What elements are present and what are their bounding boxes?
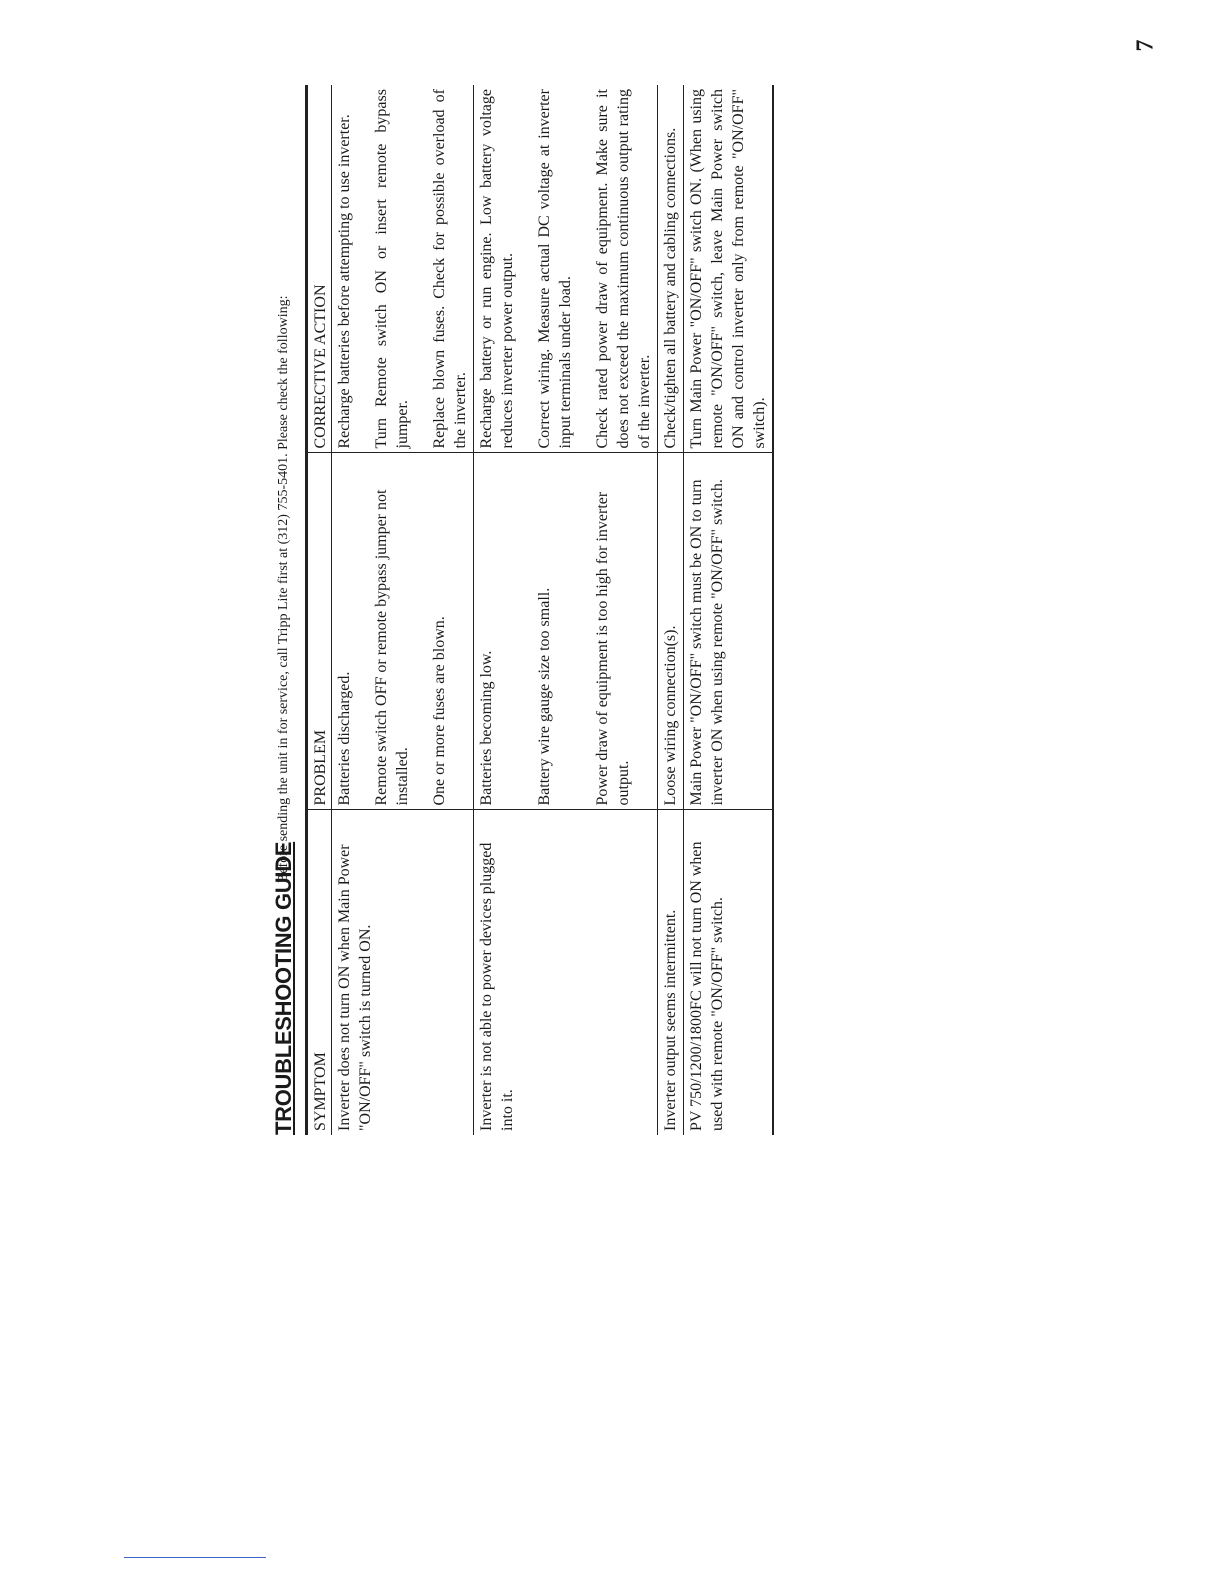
action-header: CORRECTIVE ACTION — [307, 85, 332, 453]
troubleshooting-guide — [265, 75, 969, 1135]
problem-text: One or more fuses are blown. — [431, 616, 448, 806]
table-row — [684, 85, 774, 1135]
page-number: 7 — [1132, 39, 1159, 52]
intro-text: Before sending the unit in for service, call Tripp Lite first at (312) 755-5401. Please check the following: — [276, 295, 291, 883]
table-row — [332, 85, 474, 1135]
symptom-cell: Inverter does not turn ON when Main Power "ON/OFF" switch is turned ON. — [336, 844, 374, 1131]
footer-rule — [124, 1557, 266, 1558]
action-text: Check rated power draw of equipment. Make sure it does not exceed the maximum continuous output rating of the inverter. — [594, 89, 653, 449]
problem-text: Power draw of equipment is too high for inverter output. — [594, 491, 632, 806]
problem-text: Batteries discharged. — [336, 671, 353, 806]
symptom-header: SYMPTOM — [307, 810, 332, 1135]
symptom-cell: Inverter is not able to power devices plugged into it. — [474, 810, 658, 1135]
symptom-cell: PV 750/1200/1800FC will not turn ON when used with remote "ON/OFF" switch. — [684, 810, 774, 1135]
action-text: Correct wiring. Measure actual DC voltage at inverter input terminals under load. — [536, 89, 574, 449]
problem-cell — [332, 453, 474, 810]
action-cell — [684, 85, 774, 453]
action-text: Recharge batteries before attempting to use inverter. — [336, 114, 353, 449]
action-text: Recharge battery or run engine. Low battery voltage reduces inverter power output. — [478, 89, 516, 449]
table-row — [474, 85, 658, 1135]
action-text: Turn Main Power "ON/OFF" switch ON. (When using remote "ON/OFF" switch, leave Main Power switch ON and control inverter only from remote "ON/OFF" switch). — [688, 89, 768, 449]
table-row — [658, 85, 684, 1135]
action-cell — [658, 85, 684, 453]
action-cell — [474, 85, 658, 453]
action-text: Check/tighten all battery and cabling connections. — [662, 127, 679, 449]
problem-text: Batteries becoming low. — [478, 650, 495, 806]
problem-text: Main Power "ON/OFF" switch must be ON to turn inverter ON when using remote "ON/OFF" switch. — [688, 479, 726, 806]
symptom-cell: Inverter output seems intermittent. — [658, 810, 684, 1135]
problem-text: Remote switch OFF or remote bypass jumper not installed. — [373, 489, 411, 806]
problem-header: PROBLEM — [307, 453, 332, 810]
table-body — [332, 85, 774, 1135]
table-header-row — [307, 85, 332, 1135]
problem-text: Battery wire gauge size too small. — [536, 587, 553, 806]
problem-cell — [684, 453, 774, 810]
problem-text: Loose wiring connection(s). — [662, 625, 679, 806]
action-text: Replace blown fuses. Check for possible overload of the inverter. — [431, 89, 469, 449]
heading-row — [265, 75, 305, 1135]
problem-cell — [658, 453, 684, 810]
action-text: Turn Remote switch ON or insert remote bypass jumper. — [373, 89, 411, 449]
problem-cell — [474, 453, 658, 810]
page-title: TROUBLESHOOTING GUIDE — [271, 841, 296, 1135]
action-cell — [332, 85, 474, 453]
troubleshooting-table — [305, 85, 774, 1135]
